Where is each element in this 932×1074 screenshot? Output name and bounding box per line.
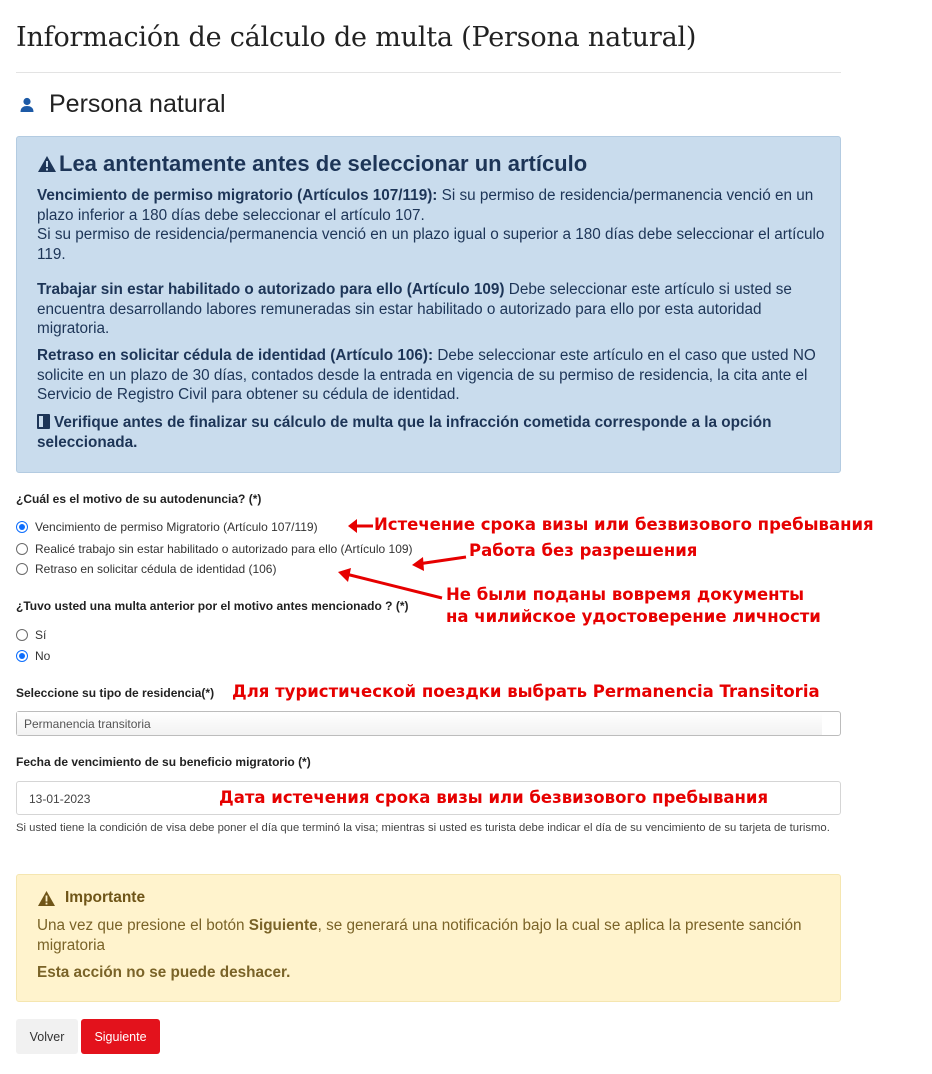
radio-button-checked[interactable]: [16, 650, 28, 662]
book-icon: [37, 414, 50, 429]
radio-option-no[interactable]: [16, 649, 50, 663]
radio-button[interactable]: [16, 543, 28, 555]
expiry-date-value: 13-01-2023: [29, 792, 91, 806]
radio-option-109[interactable]: [16, 542, 413, 556]
annotation-note-id-line1: Не были поданы вовремя документы: [446, 585, 805, 604]
info-alert: [16, 136, 841, 473]
previous-fine-question: ¿Tuvo usted una multa anterior por el motivo antes mencionado ? (*): [16, 599, 409, 613]
important-title: [37, 889, 145, 907]
info-title-text: Lea antentamente antes de seleccionar un artículo: [59, 151, 588, 176]
motive-question: ¿Cuál es el motivo de su autodenuncia? (*): [16, 492, 262, 506]
radio-button[interactable]: [16, 629, 28, 641]
radio-option-107-119[interactable]: [16, 520, 318, 534]
page-title: Información de cálculo de multa (Persona natural): [16, 22, 697, 53]
warning-icon: [37, 155, 57, 173]
residence-select-value: Permanencia transitoria: [24, 717, 151, 731]
info-p3-text: Debe seleccionar este artículo en el caso que usted NO solicite en un plazo de 30 días, contados desde la entrada en vigencia de su permiso de residencia, la cita ante el Servicio de Registro Civil para obtener su cédula de identidad.: [37, 347, 816, 403]
annotation-note-date: Дата истечения срока визы или безвизового пребывания: [219, 788, 769, 807]
warning-icon: [37, 890, 56, 907]
radio-label: Realicé trabajo sin estar habilitado o autorizado para ello (Artículo 109): [35, 542, 413, 556]
important-warning-text: Esta acción no se puede deshacer.: [37, 964, 291, 981]
residence-label: Seleccione su tipo de residencia(*): [16, 686, 215, 700]
info-title: [37, 151, 587, 177]
annotation-note-visa-expiry: Истечение срока визы или безвизового пребывания: [374, 515, 874, 534]
annotation-arrow-3: [336, 566, 444, 602]
info-paragraph-106: [37, 346, 827, 405]
back-button[interactable]: Volver: [16, 1019, 78, 1054]
important-title-text: Importante: [65, 889, 146, 906]
radio-button[interactable]: [16, 563, 28, 575]
info-paragraph-107: [37, 186, 827, 264]
date-hint: Si usted tiene la condición de visa debe poner el día que terminó la visa; mientras si usted es turista debe indicar el día de su vencimiento de su tarjeta de turismo.: [16, 822, 830, 834]
radio-option-106[interactable]: [16, 562, 276, 576]
section-title: Persona natural: [49, 90, 226, 118]
info-p2-heading: Trabajar sin estar habilitado o autorizado para ello (Artículo 109): [37, 281, 505, 298]
annotation-arrow-1: [346, 516, 374, 536]
residence-select[interactable]: [16, 711, 841, 736]
important-text-before: Una vez que presione el botón: [37, 917, 249, 934]
radio-label: Sí: [35, 628, 47, 642]
info-p3-heading: Retraso en solicitar cédula de identidad (Artículo 106):: [37, 347, 434, 364]
radio-label: Vencimiento de permiso Migratorio (Artículo 107/119): [35, 520, 318, 534]
important-text-bold: Siguiente: [248, 917, 318, 934]
info-p1-heading: Vencimiento de permiso migratorio (Artículos 107/119):: [37, 187, 438, 204]
person-icon: [18, 96, 36, 114]
date-label: Fecha de vencimiento de su beneficio migratorio (*): [16, 755, 311, 769]
info-p1-text: Si su permiso de residencia/permanencia venció en un plazo inferior a 180 días debe seleccionar el artículo 107.: [37, 187, 814, 224]
annotation-note-residence: Для туристической поездки выбрать Permanencia Transitoria: [232, 682, 820, 701]
radio-option-si[interactable]: [16, 628, 46, 642]
important-warning: [37, 963, 827, 983]
next-button[interactable]: Siguiente: [81, 1019, 160, 1054]
annotation-note-work: Работа без разрешения: [469, 541, 698, 560]
title-divider: [16, 72, 841, 73]
radio-label: No: [35, 649, 51, 663]
info-paragraph-109: [37, 280, 827, 339]
annotation-note-id-line2: на чилийское удостоверение личности: [446, 607, 821, 626]
important-alert: [16, 874, 841, 1002]
info-p1-text2: Si su permiso de residencia/permanencia venció en un plazo igual o superior a 180 días debe seleccionar el artículo 119.: [37, 226, 825, 263]
important-text: [37, 916, 827, 955]
important-text-after: , se generará una notificación bajo la cual se aplica la presente sanción migratoria: [37, 917, 802, 954]
section-header: [18, 90, 226, 119]
info-p2-text: Debe seleccionar este artículo si usted se encuentra desarrollando labores remuneradas sin estar habilitado o autorizado para ello por esta autoridad migratoria.: [37, 281, 792, 337]
radio-button-checked[interactable]: [16, 521, 28, 533]
info-verify: [37, 413, 827, 452]
radio-label: Retraso en solicitar cédula de identidad (106): [35, 562, 277, 576]
info-verify-text: Verifique antes de finalizar su cálculo de multa que la infracción cometida corresponde a la opción seleccionada.: [37, 414, 772, 451]
